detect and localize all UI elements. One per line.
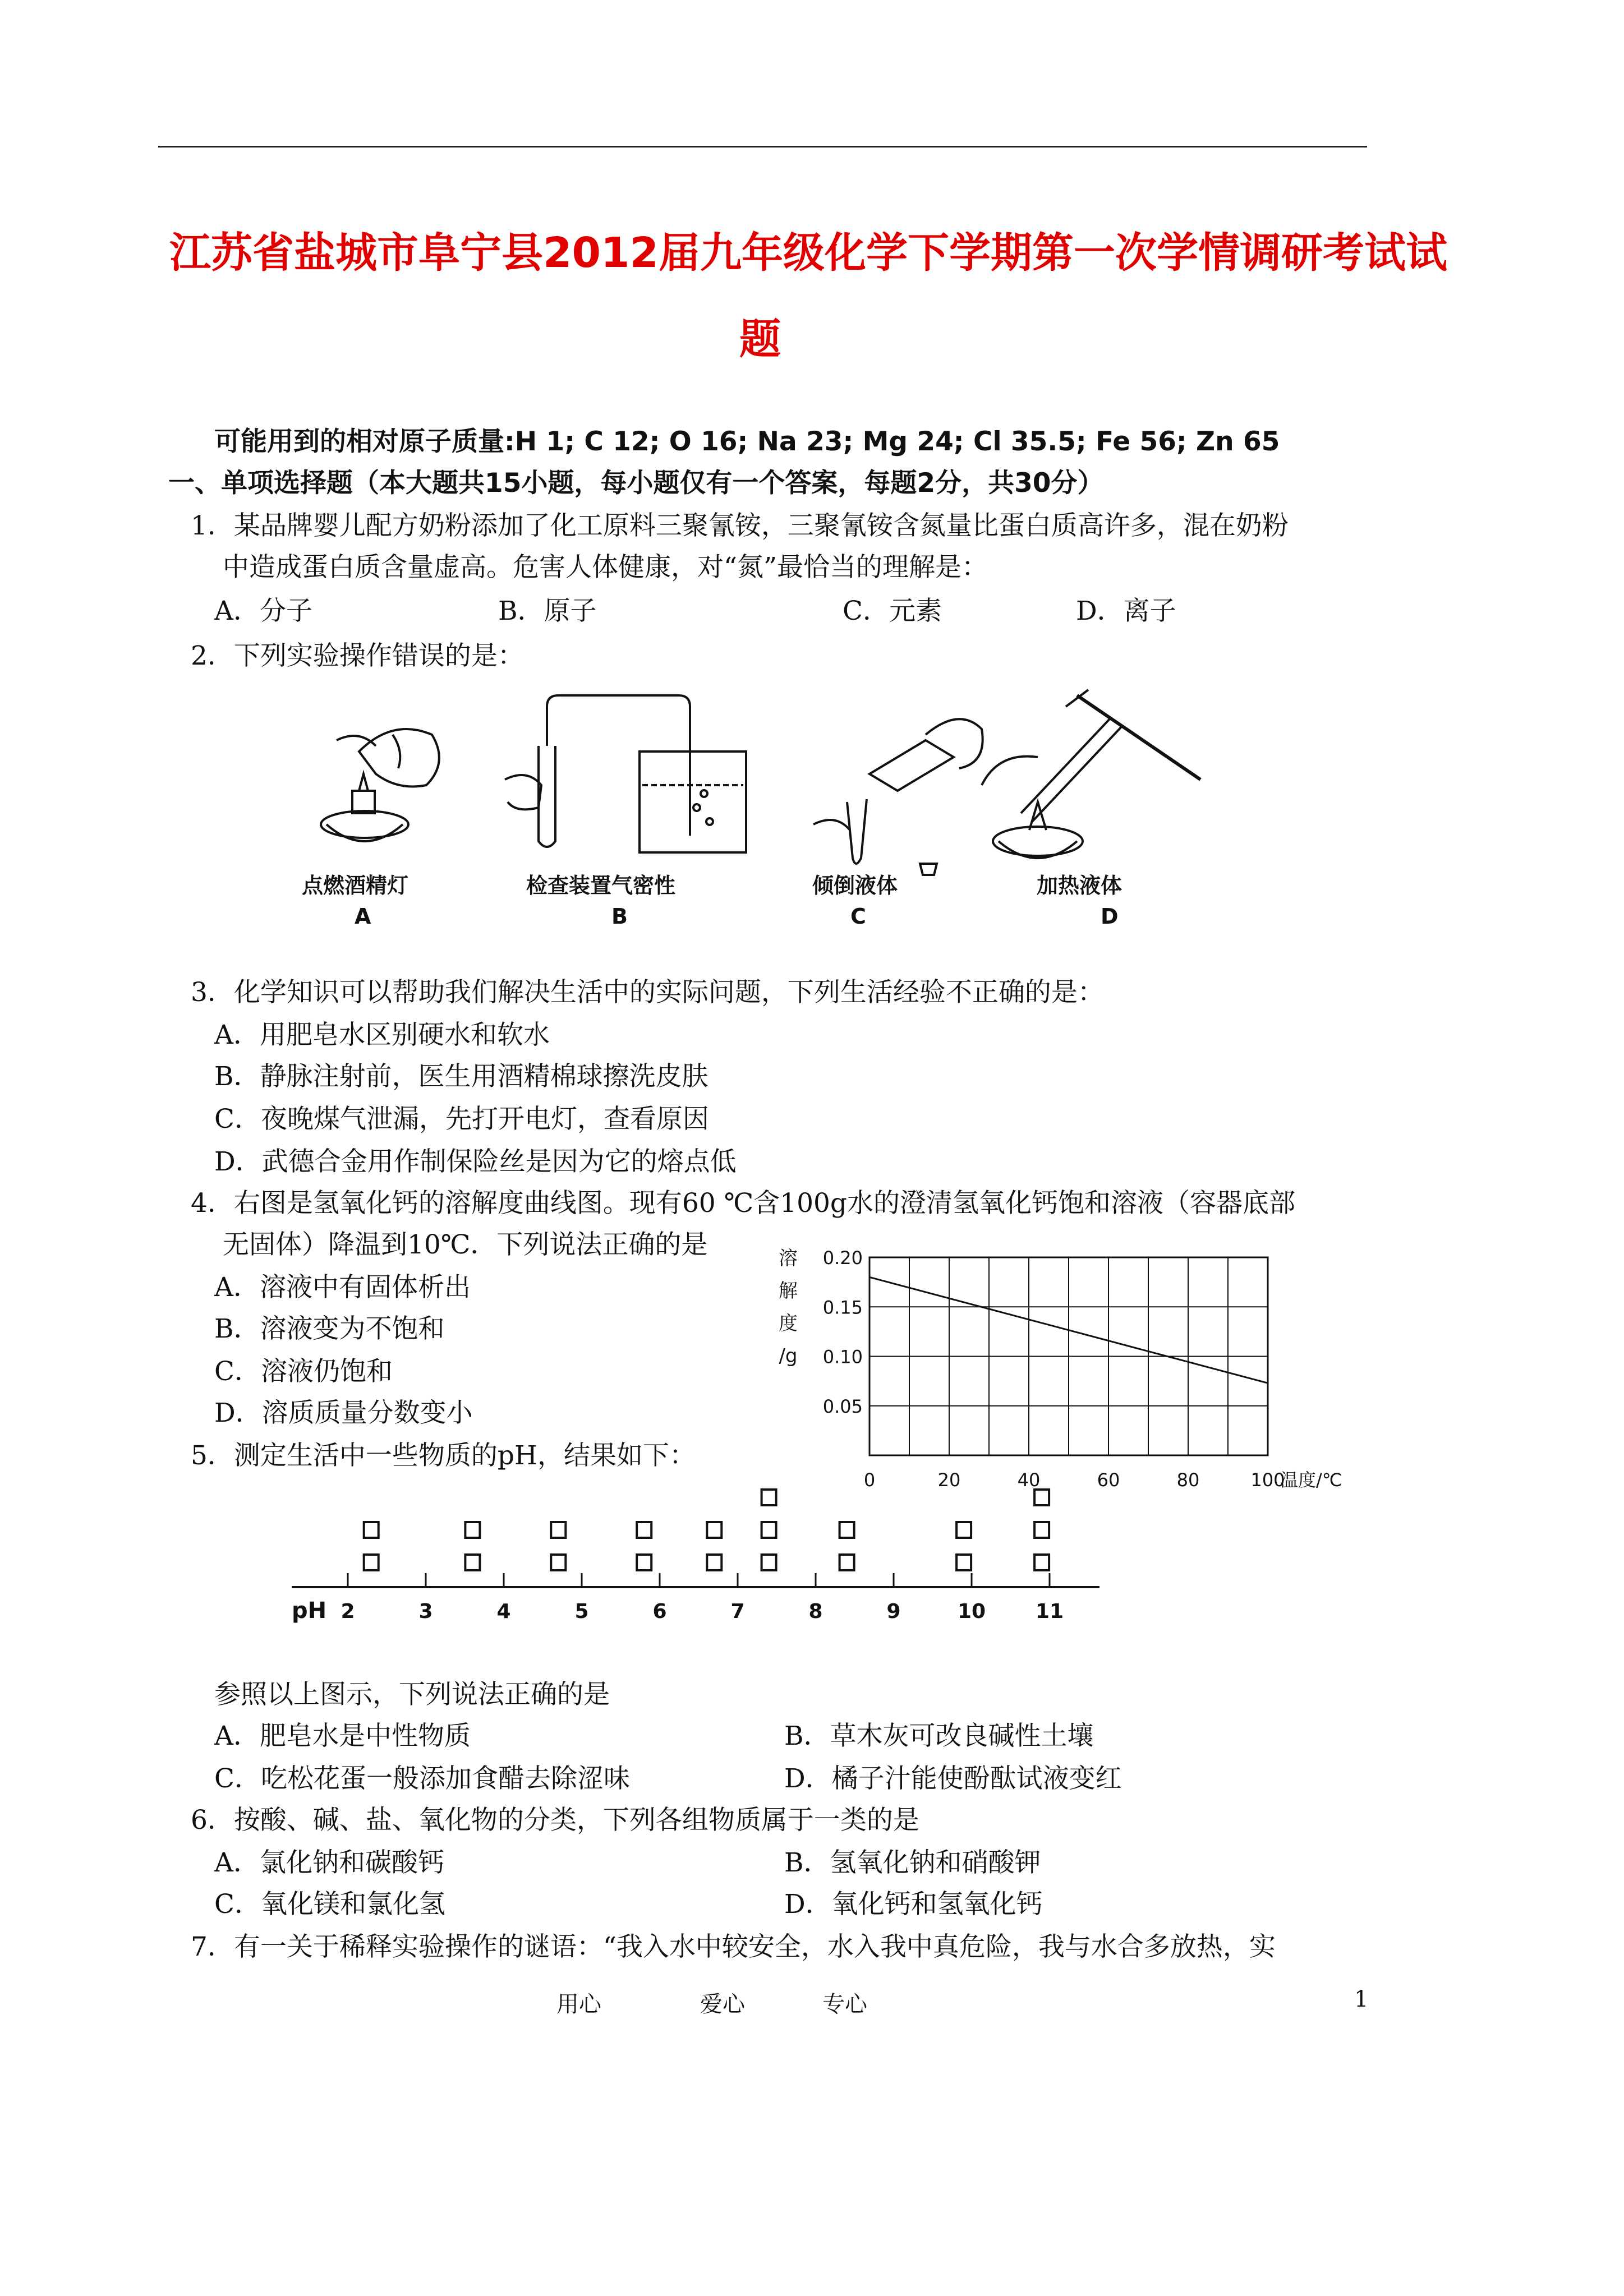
ph-tick-label: 9 [886, 1600, 901, 1623]
q6-option-b: B．氢氧化钠和硝酸钾 [784, 1847, 1041, 1878]
q1-option-d: D．离子 [1076, 596, 1176, 626]
q1-line1: 1．某品牌婴儿配方奶粉添加了化工原料三聚氰铵，三聚氰铵含氮量比蛋白质高许多，混在奶粉 [191, 510, 1289, 541]
figure-c-illustration [813, 719, 983, 875]
atomic-masses: 可能用到的相对原子质量:H 1; C 12; O 16; Na 23; Mg 24; Cl 35.5; Fe 56; Zn 65 [214, 426, 1280, 457]
ph-tick-label: 7 [730, 1600, 745, 1623]
q5-after: 参照以上图示，下列说法正确的是 [214, 1679, 610, 1710]
footer-item-1: 用心 [556, 1991, 601, 2017]
y-tick-label: 0.10 [822, 1346, 863, 1368]
figure-a-caption: 点燃酒精灯 [302, 873, 409, 898]
ph-sample-marker [1034, 1490, 1049, 1505]
figure-b-letter: B [611, 904, 628, 929]
q1-option-c: C．元素 [843, 596, 942, 626]
x-tick-label: 60 [1097, 1469, 1120, 1491]
page-title-line1: 江苏省盐城市阜宁县2012届九年级化学下学期第一次学情调研考试试 [169, 229, 1447, 277]
q1-option-b: B．原子 [498, 596, 597, 626]
q7-line1: 7．有一关于稀释实验操作的谜语：“我入水中较安全，水入我中真危险，我与水合多放热，实 [191, 1931, 1276, 1962]
q6-stem: 6．按酸、碱、盐、氧化物的分类，下列各组物质属于一类的是 [191, 1805, 919, 1836]
ph-sample-marker [762, 1555, 776, 1570]
ph-sample-marker [840, 1522, 854, 1538]
q4-line1: 4．右图是氢氧化钙的溶解度曲线图。现有60 ℃含100g水的澄清氢氧化钙饱和溶液（容器底部 [191, 1188, 1296, 1219]
figure-b-caption: 检查装置气密性 [526, 873, 676, 898]
x-tick-label: 100 [1250, 1469, 1285, 1491]
ph-tick-label: 2 [341, 1600, 355, 1623]
ph-sample-marker [1034, 1555, 1049, 1570]
q6-option-a: A．氯化钠和碳酸钙 [214, 1847, 444, 1878]
x-tick-label: 20 [937, 1469, 961, 1491]
ph-sample-marker [956, 1555, 971, 1570]
ph-tick-label: 11 [1035, 1600, 1064, 1623]
q2-stem: 2．下列实验操作错误的是： [191, 640, 524, 671]
q5-option-d: D．橘子汁能使酚酞试液变红 [784, 1763, 1122, 1794]
q4-option-c: C．溶液仍饱和 [214, 1356, 393, 1387]
q5-option-b: B．草木灰可改良碱性土壤 [784, 1721, 1094, 1751]
ph-sample-marker [551, 1555, 565, 1570]
header-rule [158, 146, 1367, 147]
ph-sample-marker [465, 1555, 480, 1570]
ph-sample-marker [956, 1522, 971, 1538]
ph-sample-marker [762, 1490, 776, 1505]
ph-sample-marker [637, 1555, 651, 1570]
q4-line2: 无固体）降温到10℃．下列说法正确的是 [223, 1229, 708, 1260]
q3-option-b: B．静脉注射前，医生用酒精棉球擦洗皮肤 [214, 1061, 709, 1092]
figure-b-illustration [505, 695, 746, 852]
ph-sample-marker [707, 1555, 721, 1570]
ph-sample-marker [840, 1555, 854, 1570]
ph-tick-label: 10 [957, 1600, 986, 1623]
solubility-chart [763, 1234, 1369, 1492]
figure-a-letter: A [355, 904, 371, 929]
page-title-line2: 题 [739, 315, 781, 363]
q6-option-d: D．氧化钙和氢氧化钙 [784, 1889, 1043, 1920]
ph-tick-label: 6 [652, 1600, 667, 1623]
q3-option-d: D．武德合金用作制保险丝是因为它的熔点低 [214, 1146, 737, 1177]
ph-sample-marker [364, 1555, 379, 1570]
figure-c-caption: 倾倒液体 [812, 873, 898, 898]
ph-scale-chart [280, 1486, 1122, 1632]
q5-option-a: A．肥皂水是中性物质 [214, 1721, 471, 1751]
ph-sample-marker [637, 1522, 651, 1538]
ph-axis-label: pH [292, 1598, 327, 1624]
x-axis-label: 温度/℃ [1280, 1469, 1342, 1491]
ph-sample-marker [364, 1522, 379, 1538]
ph-tick-label: 3 [418, 1600, 433, 1623]
y-axis-label-part: 解 [779, 1280, 798, 1302]
y-tick-label: 0.05 [822, 1395, 863, 1417]
y-axis-label-part: 度 [779, 1312, 798, 1335]
figure-a-illustration [321, 729, 439, 841]
q4-option-b: B．溶液变为不饱和 [214, 1313, 445, 1344]
footer-item-3: 专心 [822, 1991, 867, 2017]
y-axis-label-part: /g [779, 1345, 798, 1367]
ph-sample-marker [707, 1522, 721, 1538]
q3-stem: 3．化学知识可以帮助我们解决生活中的实际问题，下列生活经验不正确的是： [191, 977, 1104, 1008]
ph-sample-marker [1034, 1522, 1049, 1538]
ph-tick-label: 8 [808, 1600, 823, 1623]
q6-option-c: C．氧化镁和氯化氢 [214, 1889, 445, 1920]
ph-sample-marker [465, 1522, 480, 1538]
ph-tick-label: 4 [496, 1600, 511, 1623]
figure-d-caption: 加热液体 [1037, 873, 1122, 898]
figure-d-letter: D [1101, 904, 1119, 929]
x-tick-label: 40 [1017, 1469, 1041, 1491]
section-heading: 一、单项选择题（本大题共15小题，每小题仅有一个答案，每题2分，共30分） [168, 468, 1104, 499]
y-tick-label: 0.20 [822, 1247, 863, 1269]
figure-c-letter: C [850, 904, 866, 929]
q5-stem: 5．测定生活中一些物质的pH，结果如下： [191, 1440, 696, 1471]
y-tick-label: 0.15 [822, 1297, 863, 1318]
q5-option-c: C．吃松花蛋一般添加食醋去除涩味 [214, 1763, 630, 1794]
q3-option-c: C．夜晚煤气泄漏，先打开电灯，查看原因 [214, 1104, 709, 1135]
q3-option-a: A．用肥皂水区别硬水和软水 [214, 1020, 550, 1050]
page-number: 1 [1354, 1986, 1369, 2012]
x-tick-label: 0 [863, 1469, 876, 1491]
ph-tick-label: 5 [574, 1600, 589, 1623]
q4-option-a: A．溶液中有固体析出 [214, 1272, 471, 1303]
ph-sample-marker [551, 1522, 565, 1538]
q4-option-d: D．溶质质量分数变小 [214, 1398, 473, 1428]
q1-option-a: A．分子 [214, 596, 312, 626]
q1-line2: 中造成蛋白质含量虚高。危害人体健康，对“氮”最恰当的理解是： [223, 552, 988, 583]
ph-sample-marker [762, 1522, 776, 1538]
y-axis-label-part: 溶 [779, 1247, 798, 1270]
figure-d-illustration [982, 690, 1200, 858]
x-tick-label: 80 [1176, 1469, 1200, 1491]
footer-item-2: 爱心 [700, 1991, 745, 2017]
